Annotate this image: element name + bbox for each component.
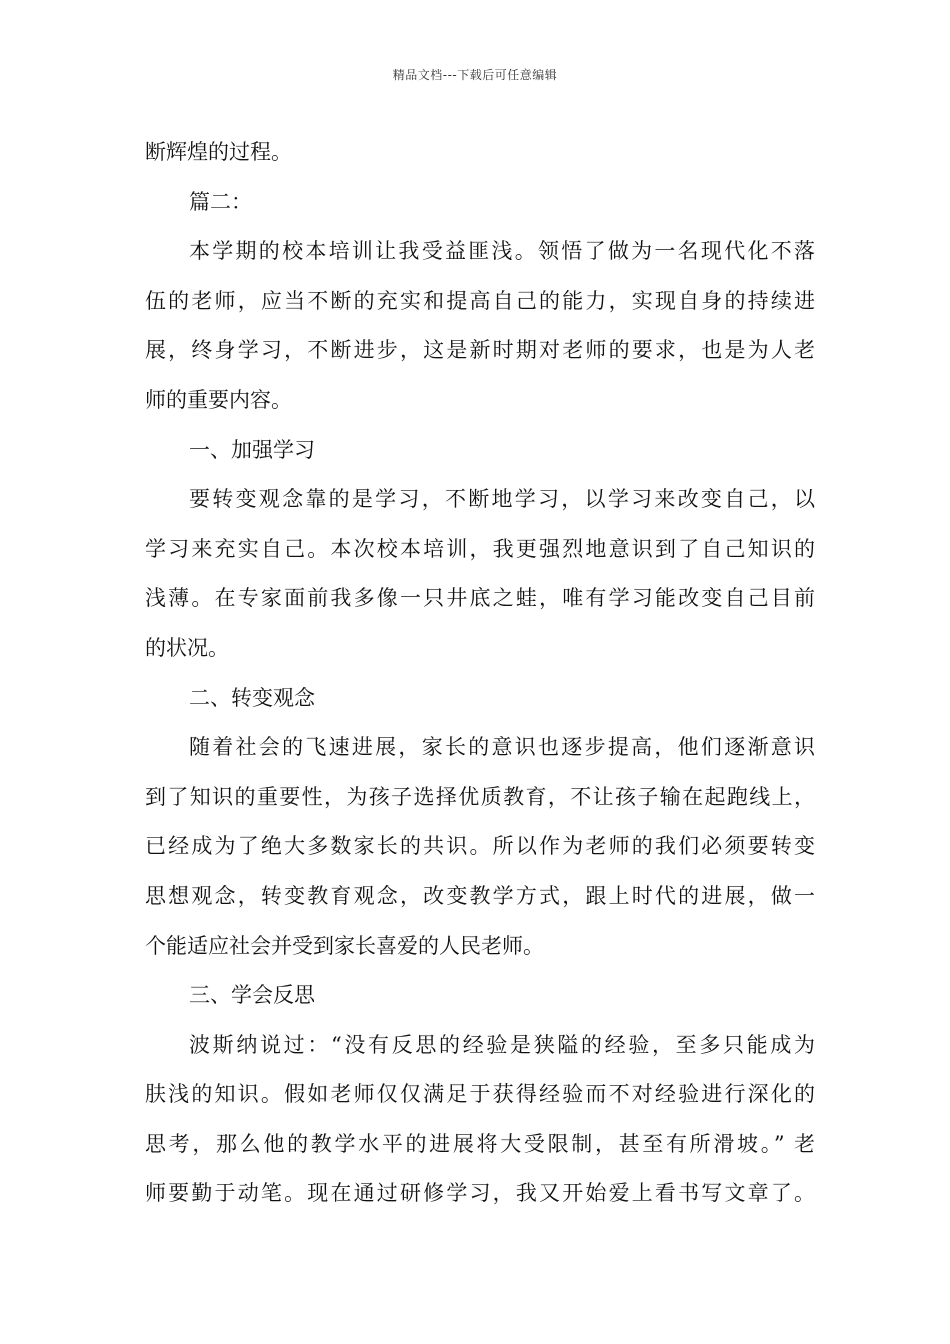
paragraph-line: 已经成为了绝大多数家长的共识。所以作为老师的我们必须要转变	[145, 834, 815, 859]
paragraph-line: 思想观念，转变教育观念，改变教学方式，跟上时代的进展，做一	[145, 883, 815, 908]
paragraph-line: 师的重要内容。	[145, 387, 292, 412]
paragraph-line: 个能适应社会并受到家长喜爱的人民老师。	[145, 933, 544, 958]
paragraph-line: 波斯纳说过：“没有反思的经验是狭隘的经验，至多只能成为	[189, 1032, 815, 1057]
paragraph-line: 学习来充实自己。本次校本培训，我更强烈地意识到了自己知识的	[145, 536, 815, 561]
section-heading: 三、学会反思	[189, 983, 315, 1008]
paragraph-line: 伍的老师，应当不断的充实和提高自己的能力，实现自身的持续进	[145, 288, 815, 313]
document-body	[145, 128, 815, 1219]
paragraph-line: 要转变观念靠的是学习，不断地学习，以学习来改变自己，以	[189, 487, 815, 512]
paragraph-line: 到了知识的重要性，为孩子选择优质教育，不让孩子输在起跑线上，	[145, 784, 815, 809]
section-heading: 二、转变观念	[189, 685, 315, 710]
paragraph-line: 展，终身学习，不断进步，这是新时期对老师的要求，也是为人老	[145, 338, 815, 363]
page-header: 精品文档---下载后可任意编辑	[392, 68, 558, 82]
paragraph-line: 浅薄。在专家面前我多像一只井底之蛙，唯有学习能改变自己目前	[145, 586, 815, 611]
paragraph-line: 肤浅的知识。假如老师仅仅满足于获得经验而不对经验进行深化的	[145, 1082, 815, 1107]
paragraph-line: 的状况。	[145, 635, 229, 660]
paragraph-line: 师要勤于动笔。现在通过研修学习，我又开始爱上看书写文章了。	[145, 1181, 815, 1206]
paragraph-line: 思考，那么他的教学水平的进展将大受限制，甚至有所滑坡。” 老	[145, 1131, 815, 1156]
paragraph-line: 随着社会的飞速进展，家长的意识也逐步提高，他们逐渐意识	[189, 735, 815, 760]
paragraph-line: 断辉煌的过程。	[145, 140, 292, 164]
section-title: 篇二：	[189, 189, 252, 214]
section-heading: 一、加强学习	[189, 437, 315, 462]
paragraph-line: 本学期的校本培训让我受益匪浅。领悟了做为一名现代化不落	[189, 239, 815, 264]
